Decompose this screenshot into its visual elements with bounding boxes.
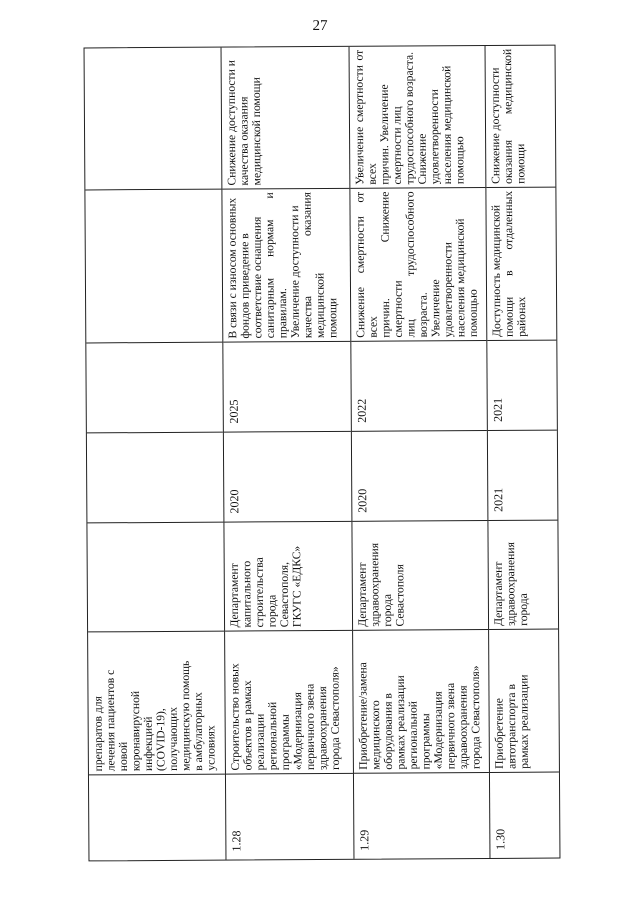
consequence-cell (85, 189, 222, 343)
page-number: 27 (312, 17, 328, 35)
table-row (222, 47, 355, 860)
consequence-cell: Доступность медицинской помощи в отдаленных районах (487, 187, 556, 340)
executor-cell: Департамент здравоохранения города Севастополя (353, 520, 489, 630)
start-year-cell (87, 432, 224, 523)
end-year-cell: 2021 (488, 340, 557, 430)
end-year-cell: 2025 (223, 341, 351, 432)
measure-name-cell: Приобретение/замена медицинского оборудования в рамках реализации региональной программы «Модернизация первичного звена здравоохранения города Севастополя» (353, 629, 489, 773)
item-number-cell: 1.30 (490, 772, 559, 858)
executor-cell (87, 522, 224, 632)
start-year-cell: 2020 (352, 430, 488, 521)
consequence-cell: В связи с износом основных фондов приведение в соответствие оснащения санитарным нормам и правилам. Увеличение доступности и качества оказания медицинской помощи (223, 188, 351, 342)
table-row (85, 48, 227, 861)
measures-table (84, 45, 561, 862)
start-year-cell: 2021 (488, 430, 557, 520)
goal-impact-cell: Увеличение смертности от всех причин. Увеличение смертности лиц трудоспособного возраста. Снижение удовлетворенности населения медицинской помощью (352, 49, 467, 185)
measure-name-cell: препаратов для лечения пациентов с новой коронавирусной инфекцией (COVID-19), получающих медицинскую помощь в амбулаторных условиях (88, 631, 225, 775)
end-year-cell: 2022 (352, 340, 488, 431)
end-year-cell (86, 342, 223, 433)
table-row (486, 46, 560, 858)
consequence-cell: Снижение смертности от всех причин. Снижение смертности лиц трудоспособного возраста. Увеличение удовлетворенности населения медицинской помощью (351, 187, 487, 341)
measure-name-cell: Строительство новых объектов в рамках реализации региональной программы «Модернизация первичного звена здравоохранения города Севастополя» (225, 630, 353, 774)
executor-cell: Департамент здравоохранения города (489, 520, 558, 629)
item-number-cell: 1.29 (354, 772, 490, 859)
executor-cell: Департамент капитального строительства города Севастополя, ГКУГС «ЕДКС» (225, 521, 353, 631)
item-number-cell: 1.28 (226, 773, 354, 860)
item-number-cell (89, 774, 226, 861)
start-year-cell: 2020 (224, 431, 352, 522)
table-row (350, 46, 491, 859)
goal-impact-cell: Снижение доступности оказания медицинской помощи (489, 48, 528, 184)
goal-impact-cell: Снижение доступности и качества оказания медицинской помощи (224, 60, 264, 186)
goal-impact-cell (85, 48, 222, 190)
measure-name-cell: Приобретение автотранспорта в рамках реализации (490, 629, 559, 772)
